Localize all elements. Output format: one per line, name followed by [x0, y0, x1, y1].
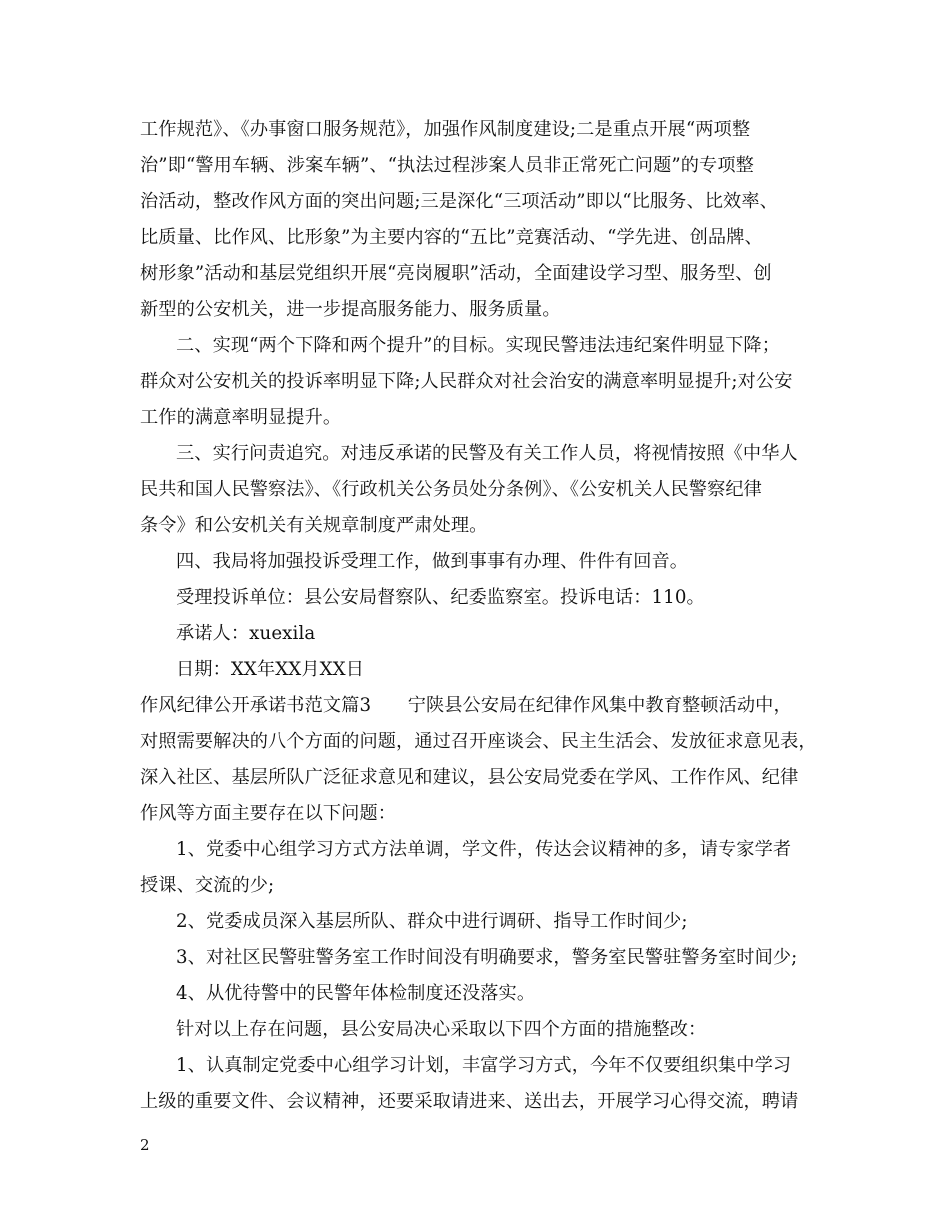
- paragraph-start: 3、对社区民警驻警务室工作时间没有明确要求，警务室民警驻警务室时间少;: [176, 947, 798, 968]
- text-line: 对照需要解决的八个方面的问题，通过召开座谈会、民主生活会、发放征求意见表，: [140, 731, 817, 752]
- text-line: 条令》和公安机关有关规章制度严肃处理。: [140, 515, 488, 536]
- complaint-unit-line: 受理投诉单位：县公安局督察队、纪委监察室。投诉电话：110。: [176, 587, 705, 608]
- paragraph-start: 1、认真制定党委中心组学习计划，丰富学习方式，今年不仅要组织集中学习: [176, 1055, 792, 1076]
- text-line: 比质量、比作风、比形象”为主要内容的“五比”竞赛活动、“学先进、创品牌、: [140, 227, 763, 248]
- text-line: 深入社区、基层所队广泛征求意见和建议，县公安局党委在学风、工作作风、纪律: [140, 767, 799, 788]
- text-line: 树形象”活动和基层党组织开展“亮岗履职”活动，全面建设学习型、服务型、创: [140, 263, 772, 284]
- text-line: 作风等方面主要存在以下问题：: [140, 803, 397, 824]
- text-line: 工作的满意率明显提升。: [140, 407, 342, 428]
- text-line: 群众对公安机关的投诉率明显下降;人民群众对社会治安的满意率明显提升;对公安: [140, 371, 793, 392]
- text-line: 新型的公安机关，进一步提高服务能力、服务质量。: [140, 299, 561, 320]
- text-line: 授课、交流的少;: [140, 875, 275, 896]
- date-line: 日期：XX年XX月XX日: [176, 659, 365, 680]
- paragraph-start: 针对以上存在问题，县公安局决心采取以下四个方面的措施整改：: [176, 1019, 707, 1040]
- paragraph-start: 二、实现“两个下降和两个提升”的目标。实现民警违法违纪案件明显下降；: [176, 335, 780, 356]
- promisor-line: 承诺人：xuexila: [176, 623, 316, 644]
- text-line: 工作规范》、《办事窗口服务规范》，加强作风制度建设;二是重点开展“两项整: [140, 119, 751, 140]
- paragraph-start: 4、从优待警中的民警年体检制度还没落实。: [176, 983, 536, 1004]
- text-line: 民共和国人民警察法》、《行政机关公务员处分条例》、《公安机关人民警察纪律: [140, 479, 762, 500]
- text-line: 治”即“警用车辆、涉案车辆”、“执法过程涉案人员非正常死亡问题”的专项整: [140, 155, 754, 176]
- text-line: 治活动，整改作风方面的突出问题;三是深化“三项活动”即以“比服务、比效率、: [140, 191, 778, 212]
- text-line: 上级的重要文件、会议精神，还要采取请进来、送出去，开展学习心得交流，聘请: [140, 1091, 799, 1112]
- paragraph-start: 三、实行问责追究。对违反承诺的民警及有关工作人员，将视情按照《中华人: [176, 443, 798, 464]
- paragraph-start: 四、我局将加强投诉受理工作，做到事事有办理、件件有回音。: [176, 551, 689, 572]
- section-heading-line: 作风纪律公开承诺书范文篇3 宁陕县公安局在纪律作风集中教育整顿活动中，: [140, 695, 792, 716]
- paragraph-start: 2、党委成员深入基层所队、群众中进行调研、指导工作时间少;: [176, 911, 688, 932]
- page-number: 2: [140, 1136, 150, 1154]
- paragraph-start: 1、党委中心组学习方式方法单调，学文件，传达会议精神的多，请专家学者: [176, 839, 792, 860]
